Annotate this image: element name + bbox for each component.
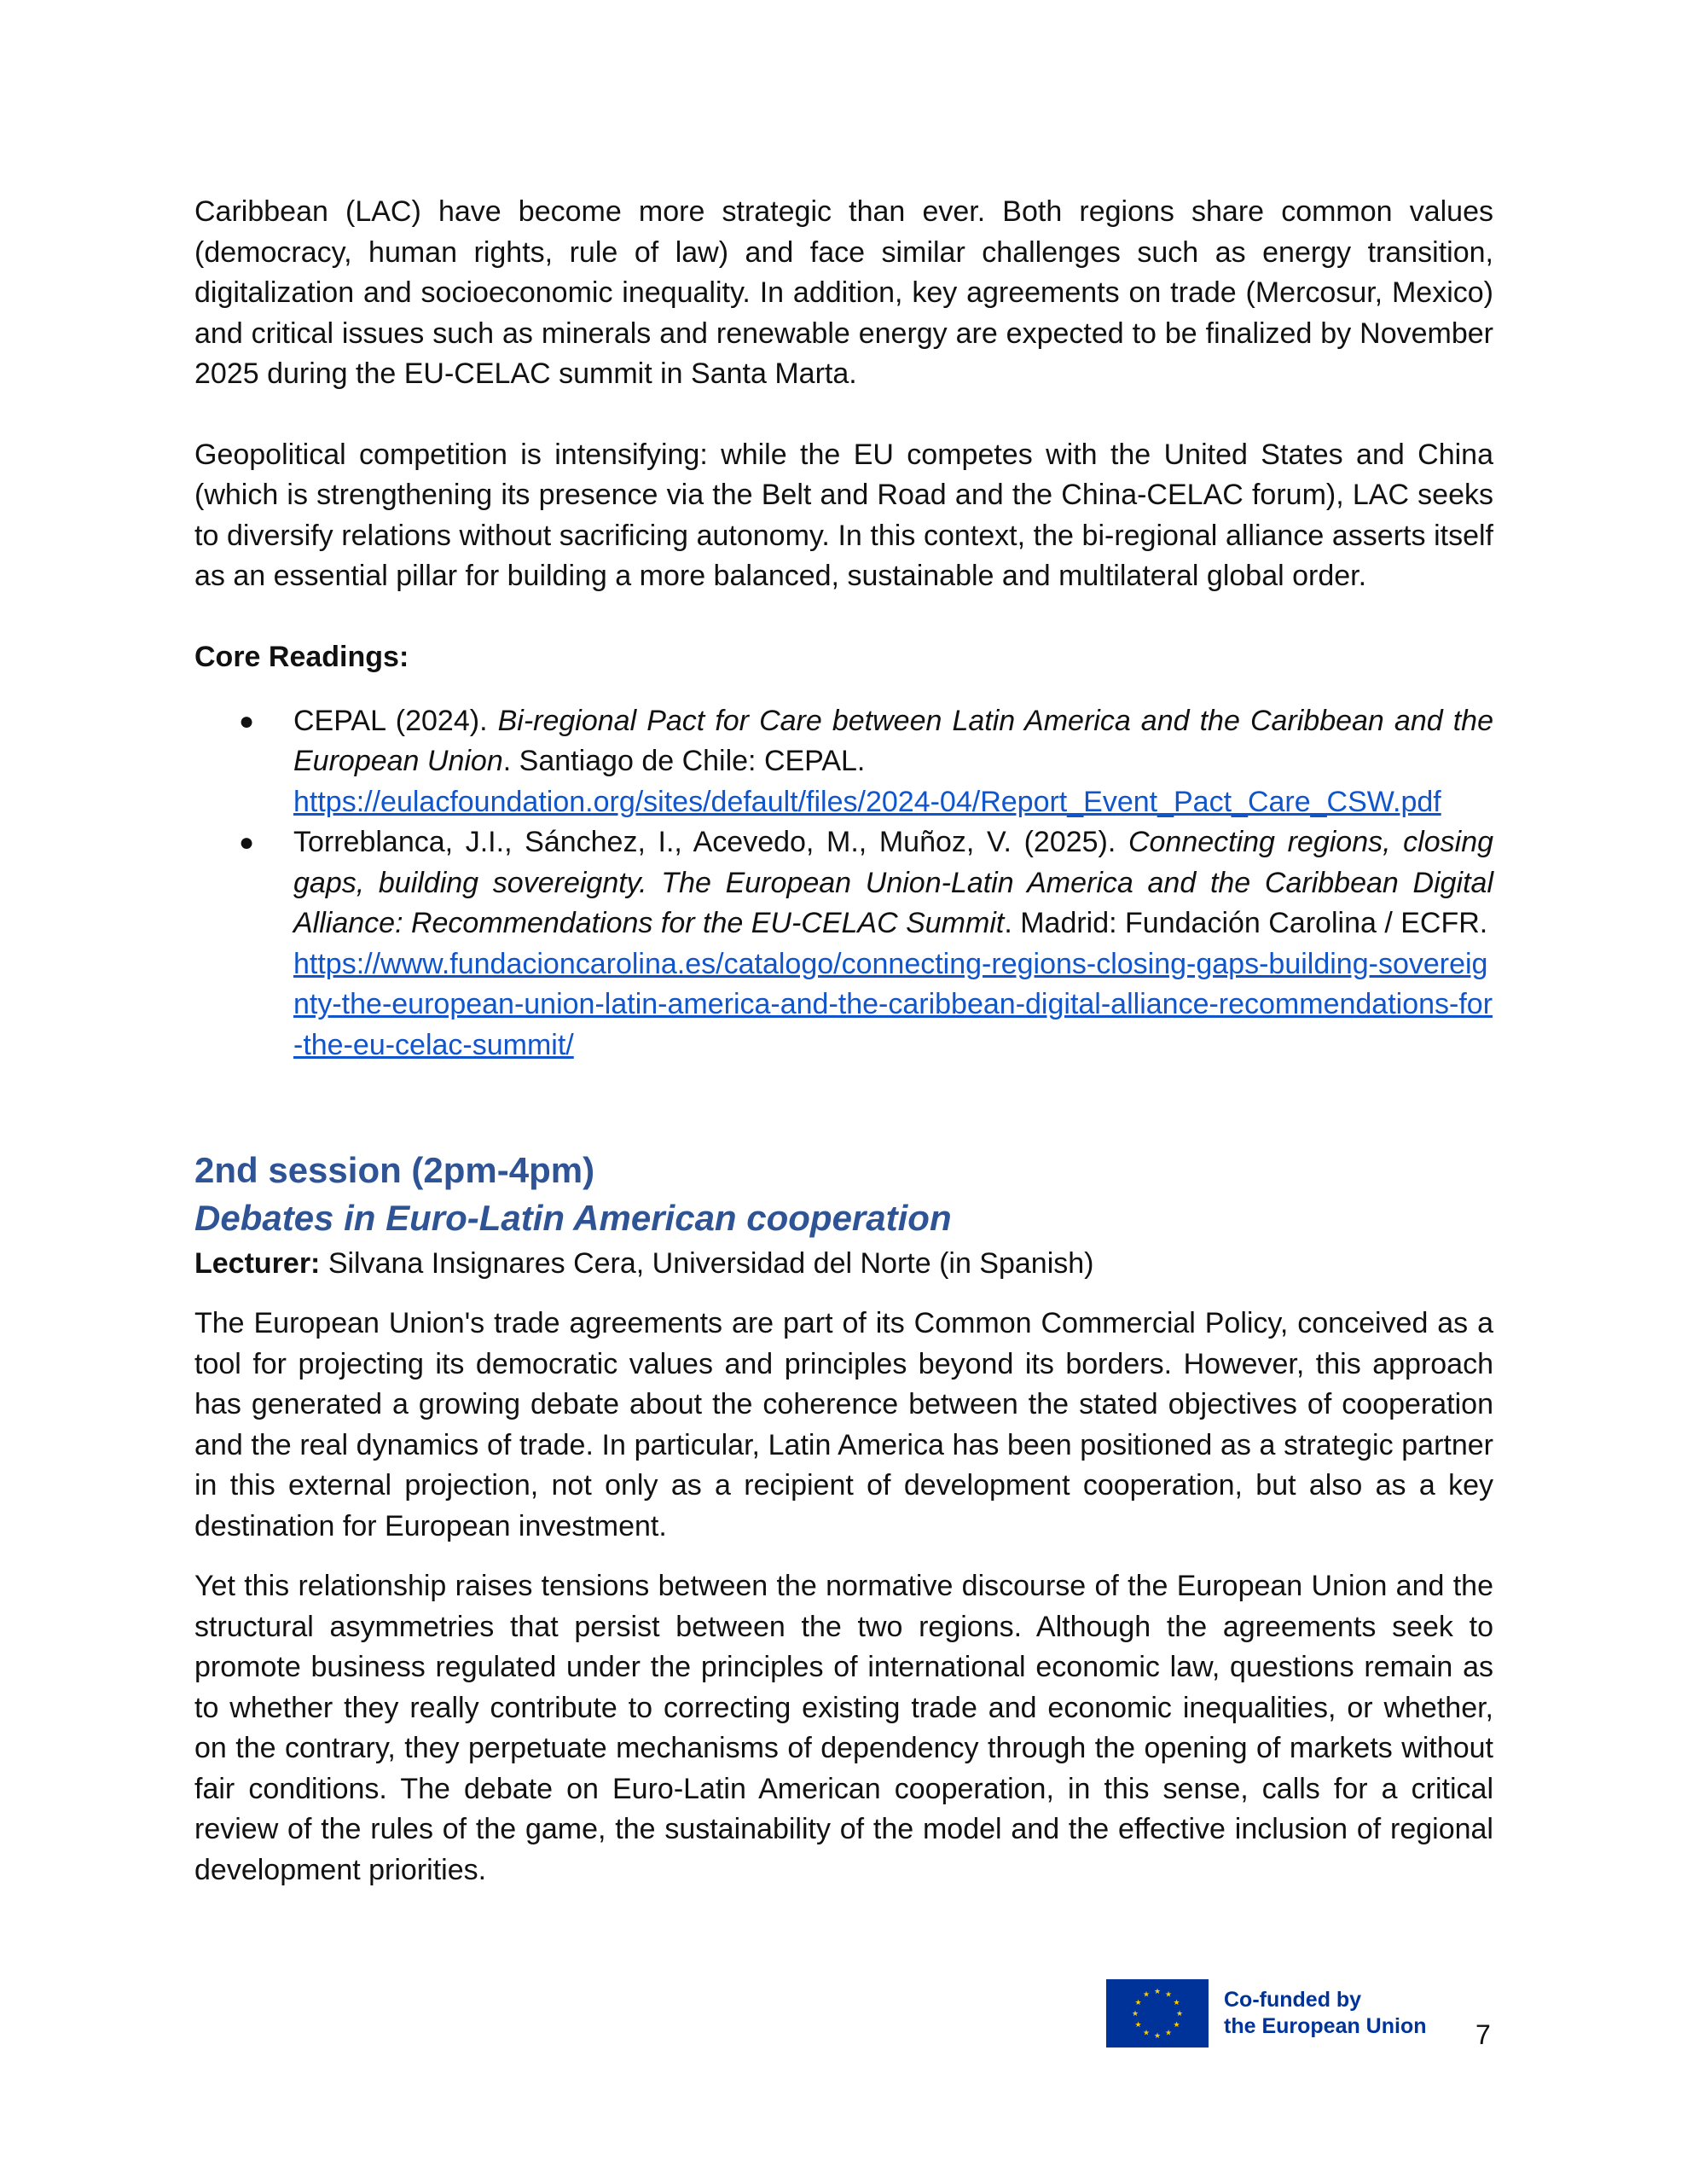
reading-link[interactable]: https://eulacfoundation.org/sites/default/files/2024-04/Report_Event_Pact_Care_CSW.pdf	[293, 785, 1441, 818]
session-subtitle: Debates in Euro-Latin American cooperation	[194, 1198, 952, 1238]
intro-paragraph-2: Geopolitical competition is intensifying: while the EU competes with the United States and China (which is strengthening its presence via the Belt and Road and the China-CELAC forum), LAC seeks to diversify relations without sacrificing autonomy. In this context, the bi-regional alliance asserts itself as an essential pillar for building a more balanced, sustainable and multilateral global order.	[194, 438, 1493, 592]
reading-link[interactable]: https://www.fundacioncarolina.es/catalogo/connecting-regions-closing-gaps-building-sovereignty-the-european-union-latin-america-and-the-caribbean-digital-alliance-recommendations-for-the-eu-celac-summit/	[293, 947, 1493, 1061]
flag-star: ★	[1134, 2020, 1142, 2029]
flag-star: ★	[1134, 1998, 1142, 2007]
page-number: 7	[1475, 2019, 1491, 2050]
cofunded-text	[1224, 1987, 1427, 2040]
flag-star: ★	[1142, 2028, 1151, 2037]
lecturer-name: Silvana Insignares Cera, Universidad del Norte (in Spanish)	[320, 1247, 1094, 1280]
eu-cofunded-logo	[1106, 1979, 1427, 2048]
lecturer-line	[194, 1244, 1493, 1284]
session-paragraph-2: Yet this relationship raises tensions between the normative discourse of the European Union and the structural asymmetries that persist between the two regions. Although the agreements seek to promote business regulated under the principles of international economic law, questions remain as to whether they really contribute to correcting existing trade and economic inequalities, or whether, on the contrary, they perpetuate mechanisms of dependency through the opening of markets without fair conditions. The debate on Euro-Latin American cooperation, in this sense, calls for a critical review of the rules of the game, the sustainability of the model and the effective inclusion of regional development priorities.	[194, 1570, 1493, 1886]
session-paragraph-1: The European Union's trade agreements are part of its Common Commercial Policy, conceived as a tool for projecting its democratic values and principles beyond its borders. However, this approach has generated a growing debate about the coherence between the stated objectives of cooperation and the real dynamics of trade. In particular, Latin America has been positioned as a strategic partner in this external projection, not only as a recipient of development cooperation, but also as a key destination for European investment.	[194, 1307, 1493, 1542]
reading-item	[194, 701, 1493, 823]
flag-star: ★	[1164, 1989, 1173, 1999]
bullet-icon: ●	[239, 828, 255, 857]
reading-citation: CEPAL (2024). Bi-regional Pact for Care between Latin America and the Caribbean and the European Union. Santiago de Chile: CEPAL.	[293, 704, 1493, 777]
lecturer-label: Lecturer:	[194, 1247, 321, 1280]
intro-paragraph-1: Caribbean (LAC) have become more strategic than ever. Both regions share common values (democracy, human rights, rule of law) and face similar challenges such as energy transition, digitalization and socioeconomic inequality. In addition, key agreements on trade (Mercosur, Mexico) and critical issues such as minerals and renewable energy are expected to be finalized by November 2025 during the EU-CELAC summit in Santa Marta.	[194, 195, 1493, 390]
flag-star: ★	[1142, 1989, 1151, 1999]
reading-item	[194, 822, 1493, 1066]
core-readings-list	[194, 701, 1493, 1066]
flag-star: ★	[1153, 2031, 1162, 2040]
eu-flag-icon	[1106, 1979, 1209, 2048]
reading-citation: Torreblanca, J.I., Sánchez, I., Acevedo, M., Muñoz, V. (2025). Connecting regions, closing gaps, building sovereignty. The European Union-Latin America and the Caribbean Digital Alliance: Recommendations for the EU-CELAC Summit. Madrid: Fundación Carolina / ECFR.	[293, 826, 1494, 939]
flag-star: ★	[1153, 1987, 1162, 1995]
flag-star: ★	[1131, 2009, 1139, 2018]
flag-star: ★	[1173, 1998, 1180, 2007]
core-readings-heading: Core Readings:	[194, 640, 409, 673]
flag-star: ★	[1173, 2020, 1180, 2029]
session-title: 2nd session (2pm-4pm)	[194, 1150, 595, 1190]
document-body	[194, 192, 1493, 1891]
cofunded-line-2: the European Union	[1224, 2014, 1427, 2038]
flag-star: ★	[1164, 2028, 1173, 2037]
bullet-icon: ●	[239, 706, 255, 735]
flag-star: ★	[1175, 2009, 1184, 2018]
cofunded-line-1: Co-funded by	[1224, 1988, 1362, 2012]
